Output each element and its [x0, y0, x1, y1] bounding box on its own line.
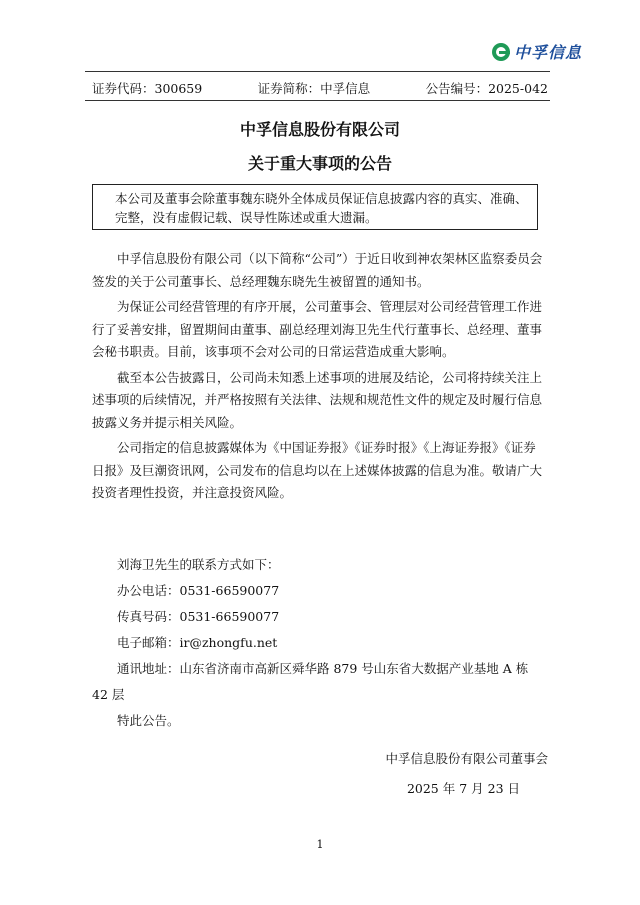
logo-text: 中孚信息: [513, 43, 582, 62]
contact-info: [92, 552, 548, 734]
contact-phone: 办公电话：0531-66590077: [117, 583, 280, 598]
stock-abbreviation: 证券简称：中孚信息: [257, 81, 371, 96]
page-number: 1: [316, 838, 324, 851]
body-paragraph: 公司指定的信息披露媒体为《中国证券报》《证券时报》《上海证券报》《证券日报》及巨潮资讯网，公司发布的信息均以在上述媒体披露的信息为准。敬请广大投资者理性投资，并注意投资风险。: [92, 440, 543, 500]
contact-address: 通讯地址：山东省济南市高新区舜华路 879 号山东省大数据产业基地 A 栋: [117, 661, 529, 676]
announcement-title: 关于重大事项的公告: [247, 154, 392, 173]
header-bottom-rule: [85, 100, 550, 101]
logo-icon: [492, 43, 510, 61]
header-top-rule: [85, 71, 550, 72]
body-paragraph: 截至本公告披露日，公司尚未知悉上述事项的进展及结论，公司将持续关注上述事项的后续情况，并严格按照有关法律、法规和规范性文件的规定及时履行信息披露义务并提示相关风险。: [92, 369, 543, 430]
company-logo: [492, 40, 582, 63]
announcement-number: 公告编号：2025-042: [425, 81, 548, 96]
signature-date: 2025 年 7 月 23 日: [406, 781, 520, 796]
signature-org: 中孚信息股份有限公司董事会: [385, 751, 548, 766]
contact-intro: 刘海卫先生的联系方式如下：: [117, 557, 280, 572]
stock-code: 证券代码：300659: [92, 81, 203, 96]
announcement-body: [92, 248, 548, 508]
contact-fax: 传真号码：0531-66590077: [117, 609, 280, 624]
company-title: 中孚信息股份有限公司: [239, 120, 400, 139]
disclaimer-box: 本公司及董事会除董事魏东晓外全体成员保证信息披露内容的真实、准确、完整，没有虚假记载、误导性陈述或重大遗漏。: [92, 184, 538, 230]
contact-address-continued: 42 层: [92, 687, 125, 702]
body-paragraph: 为保证公司经营管理的有序开展，公司董事会、管理层对公司经营管理工作进行了妥善安排，留置期间由董事、副总经理刘海卫先生代行董事长、总经理、董事会秘书职责。目前，该事项不会对公司的日常运营造成重大影响。: [92, 299, 543, 359]
contact-email: 电子邮箱：ir@zhongfu.net: [117, 635, 278, 650]
closing-text: 特此公告。: [117, 713, 180, 728]
document-header: [92, 79, 548, 97]
body-paragraph: 中孚信息股份有限公司（以下简称“公司”）于近日收到神农架林区监察委员会签发的关于公司董事长、总经理魏东晓先生被留置的通知书。: [92, 251, 543, 289]
